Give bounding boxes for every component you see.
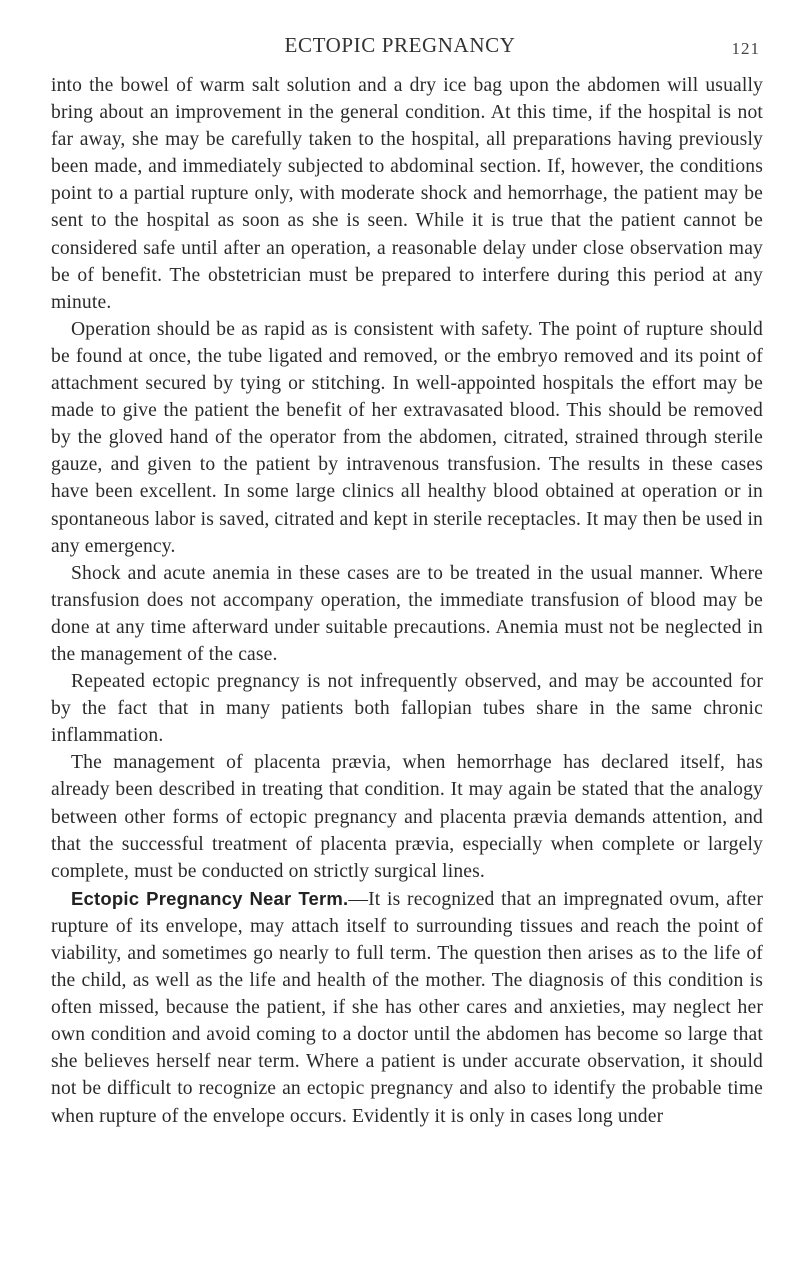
section-heading: Ectopic Pregnancy Near Term. — [71, 887, 349, 909]
section-near-term — [51, 885, 763, 1130]
running-title: ECTOPIC PREGNANCY — [284, 33, 516, 57]
running-head — [0, 33, 800, 57]
paragraph-operation: Operation should be as rapid as is consistent with safety. The point of rupture should be found at once, the tube ligated and removed, or the embryo removed and its point of attachment secured by tying or stitching. In well-appointed hospitals the effort may be made to give the patient the benefit of her extravasated blood. This should be removed by the gloved hand of the operator from the abdomen, citrated, strained through sterile gauze, and given to the patient by intravenous transfusion. The results in these cases have been excellent. In some large clinics all healthy blood obtained at operation or in spontaneous labor is saved, citrated and kept in sterile receptacles. It may then be used in any emergency. — [51, 318, 763, 557]
body-text — [51, 72, 763, 1130]
section-text: —It is recognized that an impregnated ovum, after rupture of its envelope, may attach itself to surrounding tissues and reach the point of viability, and sometimes go nearly to full term. The question then arises as to the life of the child, as well as the life and health of the mother. The diagnosis of this condition is often missed, because the patient, if she has other cares and anxieties, may neglect her own condition and avoid coming to a doctor until the abdomen has become so large that she believes herself near term. Where a patient is under accurate observation, it should not be difficult to recognize an ectopic pregnancy and also to identify the probable time when rupture of the envelope occurs. Evidently it is only in cases long under — [51, 888, 763, 1127]
paragraph-repeated-ectopic: Repeated ectopic pregnancy is not infrequently observed, and may be accounted for by the fact that in many patients both fallopian tubes share in the same chronic inflammation. — [51, 671, 763, 747]
page-number: 121 — [731, 39, 760, 58]
paragraph-placenta-praevia: The management of placenta prævia, when hemorrhage has declared itself, has already been described in treating that condition. It may again be stated that the analogy between other forms of ectopic pregnancy and placenta prævia demands attention, and that the successful treatment of placenta prævia, especially when complete or largely complete, must be conducted on strictly surgical lines. — [51, 752, 763, 882]
paragraph-continued: into the bowel of warm salt solution and a dry ice bag upon the abdomen will usually bring about an improvement in the general condition. At this time, if the hospital is not far away, she may be carefully taken to the hospital, all preparations having previously been made, and immediately subjected to abdominal section. If, however, the conditions point to a partial rupture only, with moderate shock and hemorrhage, the patient may be sent to the hospital as soon as she is seen. While it is true that the patient cannot be considered safe until after an operation, a reasonable delay under close observation may be of benefit. The obstetrician must be prepared to interfere during this period at any minute. — [51, 75, 763, 313]
paragraph-shock-anemia: Shock and acute anemia in these cases are to be treated in the usual manner. Where transfusion does not accompany operation, the immediate transfusion of blood may be done at any time afterward under suitable precautions. Anemia must not be neglected in the management of the case. — [51, 562, 763, 665]
